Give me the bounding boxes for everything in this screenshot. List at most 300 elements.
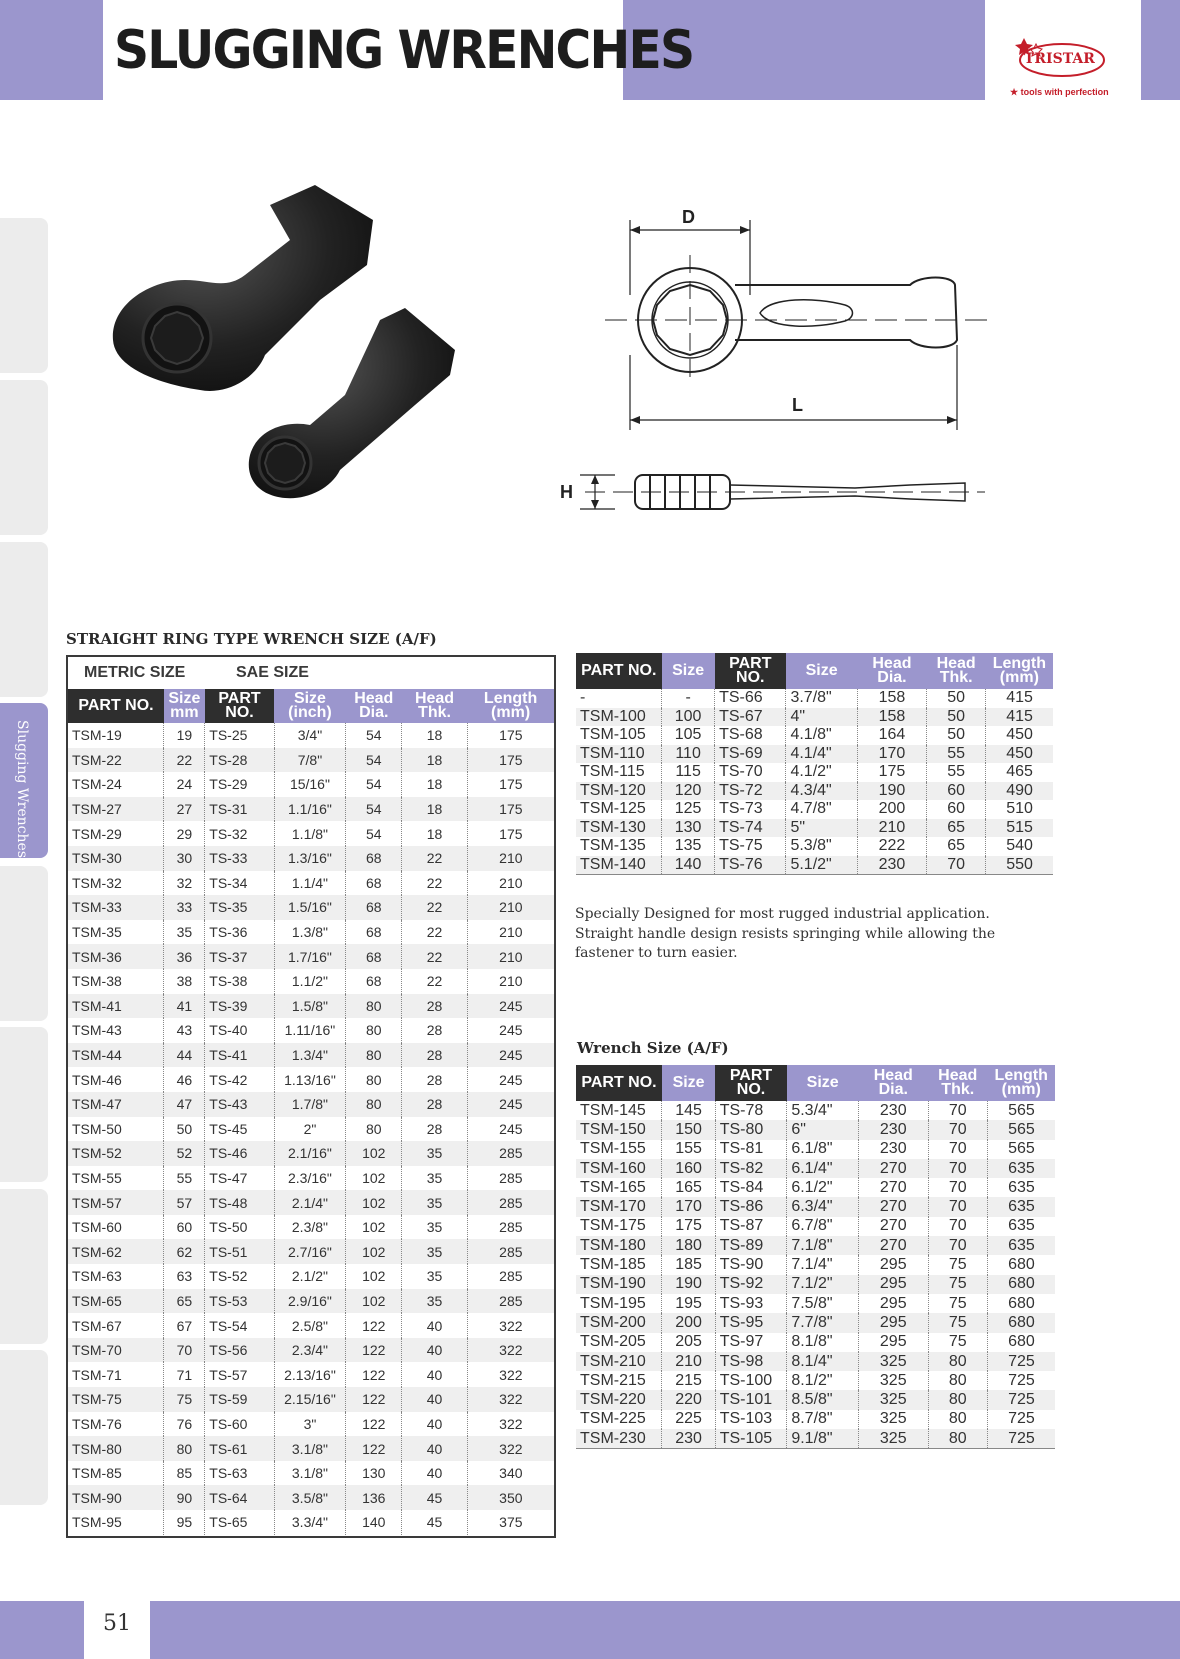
table-cell: TS-74 xyxy=(715,819,786,838)
table-cell: 270 xyxy=(858,1217,928,1236)
table-cell: 285 xyxy=(499,1219,523,1236)
table-cell: 340 xyxy=(499,1465,523,1482)
table-cell: 19 xyxy=(164,723,205,748)
table-cell: 50 xyxy=(927,708,986,727)
column-header: PART NO. xyxy=(715,653,786,689)
table-cell: 325 xyxy=(858,1371,928,1390)
logo-text: TRISTAR xyxy=(1024,51,1095,67)
table-cell: 2.1/16" xyxy=(274,1141,345,1166)
table-cell: TS-25 xyxy=(205,723,274,748)
table-cell: 150 xyxy=(662,1120,715,1139)
footer-band xyxy=(0,1601,1180,1659)
table-cell: TSM-95 xyxy=(68,1510,164,1535)
table-row xyxy=(576,1159,1055,1178)
table-cell: 158 xyxy=(857,689,926,708)
table-cell: 680 xyxy=(1008,1294,1035,1312)
table-cell: TSM-155 xyxy=(576,1140,662,1159)
table-cell: 102 xyxy=(346,1190,402,1215)
table-cell: 230 xyxy=(662,1429,715,1448)
table-cell: TS-84 xyxy=(715,1178,787,1197)
table-cell: 68 xyxy=(346,871,402,896)
table-cell: 9.1/8" xyxy=(787,1429,859,1448)
table-cell: 3.3/4" xyxy=(274,1510,345,1535)
table-cell: 102 xyxy=(346,1239,402,1264)
table-cell: 5.3/4" xyxy=(787,1101,859,1120)
table-cell: 270 xyxy=(858,1197,928,1216)
table-cell: 140 xyxy=(346,1510,402,1535)
table-cell: 270 xyxy=(858,1159,928,1178)
table-row xyxy=(576,1120,1055,1139)
table-cell: 3.1/8" xyxy=(274,1436,345,1461)
table-cell: TS-45 xyxy=(205,1117,274,1142)
table-cell: TSM-52 xyxy=(68,1141,164,1166)
table-cell: 65 xyxy=(927,837,986,856)
table-cell: 60 xyxy=(164,1215,205,1240)
table-cell: 35 xyxy=(402,1264,467,1289)
table-cell: 1.3/16" xyxy=(274,846,345,871)
table-cell: TSM-145 xyxy=(576,1101,662,1120)
table-cell: TS-33 xyxy=(205,846,274,871)
table-cell: 170 xyxy=(857,745,926,764)
table-row xyxy=(68,1043,554,1068)
side-tab[interactable] xyxy=(0,1027,48,1182)
table-cell: 1.7/8" xyxy=(274,1092,345,1117)
table-cell: 22 xyxy=(402,846,467,871)
table-cell: 35 xyxy=(402,1190,467,1215)
table-cell: 350 xyxy=(467,1485,554,1510)
table-row xyxy=(68,797,554,822)
table-row xyxy=(68,871,554,896)
column-header: Size xyxy=(787,1065,859,1101)
table-cell: TSM-30 xyxy=(68,846,164,871)
table-cell: 158 xyxy=(857,708,926,727)
table-cell: TS-89 xyxy=(715,1236,787,1255)
table-cell: 210 xyxy=(467,846,554,871)
table-cell: 68 xyxy=(346,846,402,871)
table-cell: 8.1/2" xyxy=(787,1371,859,1390)
table-cell: 18 xyxy=(402,723,467,748)
table-cell: 50 xyxy=(927,726,986,745)
table-cell: TS-40 xyxy=(205,1018,274,1043)
table-cell: 8.1/8" xyxy=(787,1333,859,1352)
table-row xyxy=(576,1313,1055,1332)
table-cell: 122 xyxy=(346,1362,402,1387)
table-cell: 270 xyxy=(858,1178,928,1197)
table-cell: TS-32 xyxy=(205,821,274,846)
table-cell: 22 xyxy=(402,969,467,994)
table-row xyxy=(68,969,554,994)
table-cell: 225 xyxy=(662,1410,715,1429)
table-row xyxy=(576,689,1053,708)
table-cell: TSM-27 xyxy=(68,797,164,822)
table-cell: 680 xyxy=(1008,1256,1035,1274)
table-cell: 195 xyxy=(662,1294,715,1313)
table-cell: 285 xyxy=(467,1190,554,1215)
table-cell: 2.5/8" xyxy=(274,1313,345,1338)
table-cell: 43 xyxy=(164,1018,205,1043)
table-cell: TS-42 xyxy=(205,1067,274,1092)
extended-size-table-frame xyxy=(576,653,1053,875)
table-cell: TSM-200 xyxy=(576,1313,662,1332)
table-row xyxy=(68,994,554,1019)
table-cell: 60 xyxy=(927,782,986,801)
table-cell: 190 xyxy=(857,782,926,801)
table-cell: 635 xyxy=(1008,1217,1035,1235)
dimension-h-label: H xyxy=(560,482,573,502)
table-cell: 28 xyxy=(402,994,467,1019)
table-cell: 155 xyxy=(662,1140,715,1159)
table-cell: TSM-60 xyxy=(68,1215,164,1240)
table-row xyxy=(576,782,1053,801)
table-cell: 22 xyxy=(402,895,467,920)
table-cell: TSM-100 xyxy=(576,708,662,727)
table-row xyxy=(576,856,1053,875)
table-cell: 46 xyxy=(164,1067,205,1092)
table-cell: 3" xyxy=(274,1412,345,1437)
table-cell: 515 xyxy=(986,819,1053,838)
table-cell: TSM-90 xyxy=(68,1485,164,1510)
table-cell: TS-56 xyxy=(205,1338,274,1363)
table-cell: 680 xyxy=(987,1313,1055,1332)
table-cell: - xyxy=(576,689,662,708)
table-cell: TS-78 xyxy=(715,1101,787,1120)
table-cell: 5.3/8" xyxy=(786,837,857,856)
table-cell: 322 xyxy=(499,1415,523,1432)
table-cell: TS-93 xyxy=(715,1294,787,1313)
table-row xyxy=(576,1410,1055,1429)
table-cell: TSM-32 xyxy=(68,871,164,896)
table-cell: - xyxy=(662,689,715,708)
table-cell: 54 xyxy=(346,821,402,846)
main-table-caption: STRAIGHT RING TYPE WRENCH SIZE (A/F) xyxy=(66,630,437,648)
side-tab[interactable] xyxy=(0,866,48,1021)
table-cell: TS-41 xyxy=(205,1043,274,1068)
table-cell: 135 xyxy=(662,837,715,856)
table-cell: 6" xyxy=(787,1120,859,1139)
table-cell: 54 xyxy=(346,772,402,797)
column-header: PART NO. xyxy=(715,1065,787,1101)
table-cell: 285 xyxy=(499,1169,523,1186)
metric-size-heading: METRIC SIZE xyxy=(84,664,186,681)
table-cell: TS-57 xyxy=(205,1362,274,1387)
table-cell: TS-48 xyxy=(205,1190,274,1215)
side-tab[interactable] xyxy=(0,1350,48,1505)
table-cell: 7.7/8" xyxy=(787,1313,859,1332)
table-cell: 1.13/16" xyxy=(274,1067,345,1092)
table-cell: 80 xyxy=(346,1043,402,1068)
table-cell: 40 xyxy=(402,1461,467,1486)
table-cell: 540 xyxy=(1006,837,1033,855)
table-cell: 170 xyxy=(662,1197,715,1216)
table-cell: 102 xyxy=(346,1289,402,1314)
large-size-table-frame xyxy=(576,1065,1055,1449)
table-cell: TSM-35 xyxy=(68,920,164,945)
table-cell: 7.5/8" xyxy=(787,1294,859,1313)
column-header: PART NO. xyxy=(68,689,164,723)
table-cell: TS-68 xyxy=(715,726,786,745)
table-cell: TS-97 xyxy=(715,1333,787,1352)
column-header: Size xyxy=(662,653,715,689)
table-cell: 245 xyxy=(467,994,554,1019)
table-cell: 725 xyxy=(987,1429,1055,1448)
table-cell: TSM-140 xyxy=(576,856,662,875)
table-cell: 5.1/2" xyxy=(786,856,857,875)
table-cell: 245 xyxy=(467,1092,554,1117)
table-cell: 145 xyxy=(662,1101,715,1120)
table-row xyxy=(68,1461,554,1486)
table-cell: 75 xyxy=(928,1275,987,1294)
column-header: Head Dia. xyxy=(346,689,402,723)
table-cell: TS-46 xyxy=(205,1141,274,1166)
table-row xyxy=(68,1362,554,1387)
table-cell: 210 xyxy=(499,924,523,941)
table-cell: 245 xyxy=(499,1022,523,1039)
table-cell: TSM-210 xyxy=(576,1352,662,1371)
table-cell: 1.1/2" xyxy=(274,969,345,994)
table-cell: 325 xyxy=(858,1390,928,1409)
table-cell: TS-70 xyxy=(715,763,786,782)
table-row xyxy=(576,1140,1055,1159)
table-cell: 102 xyxy=(346,1215,402,1240)
table-cell: 6.1/8" xyxy=(787,1140,859,1159)
table-cell: 45 xyxy=(402,1510,467,1535)
table-cell: 7.1/4" xyxy=(787,1255,859,1274)
table-cell: TS-31 xyxy=(205,797,274,822)
table-cell: 322 xyxy=(467,1338,554,1363)
table-row xyxy=(576,745,1053,764)
table-cell: 65 xyxy=(927,819,986,838)
table-row xyxy=(576,1275,1055,1294)
table-cell: 490 xyxy=(986,782,1053,801)
table-cell: 3/4" xyxy=(274,723,345,748)
table-cell: 4.7/8" xyxy=(786,800,857,819)
table-cell: 2.3/4" xyxy=(274,1338,345,1363)
table-cell: TS-37 xyxy=(205,944,274,969)
table-cell: 200 xyxy=(662,1313,715,1332)
table-cell: TS-67 xyxy=(715,708,786,727)
table-row xyxy=(576,763,1053,782)
table-cell: 22 xyxy=(402,944,467,969)
table-cell: 57 xyxy=(164,1190,205,1215)
column-header: Length (mm) xyxy=(987,1065,1055,1101)
table-cell: 415 xyxy=(986,708,1053,727)
table-cell: TSM-22 xyxy=(68,748,164,773)
table-cell: 1.1/8" xyxy=(274,821,345,846)
table-cell: TSM-215 xyxy=(576,1371,662,1390)
table-cell: 18 xyxy=(402,772,467,797)
table-cell: 285 xyxy=(467,1141,554,1166)
table-cell: TSM-220 xyxy=(576,1390,662,1409)
table-header-row xyxy=(68,689,554,723)
table-cell: 175 xyxy=(499,727,523,744)
table-cell: TSM-29 xyxy=(68,821,164,846)
table-row xyxy=(68,1117,554,1142)
table-row xyxy=(68,1018,554,1043)
table-cell: 210 xyxy=(467,944,554,969)
table-cell: TS-87 xyxy=(715,1217,787,1236)
table-cell: TS-75 xyxy=(715,837,786,856)
table-cell: 90 xyxy=(164,1485,205,1510)
table-row xyxy=(68,1289,554,1314)
table-cell: TSM-33 xyxy=(68,895,164,920)
table-cell: 8.7/8" xyxy=(787,1410,859,1429)
table-cell: TSM-150 xyxy=(576,1120,662,1139)
product-description: Specially Designed for most rugged industrial application. Straight handle design resists springing while allowing the fastener to turn easier. xyxy=(575,906,996,961)
table-cell: 102 xyxy=(346,1264,402,1289)
table-cell: TS-103 xyxy=(715,1410,787,1429)
table-cell: 2.1/2" xyxy=(274,1264,345,1289)
table-cell: 2.3/16" xyxy=(274,1166,345,1191)
column-header: Head Thk. xyxy=(927,653,986,689)
table-cell: 190 xyxy=(662,1275,715,1294)
column-header: Head Thk. xyxy=(402,689,467,723)
table-cell: TSM-190 xyxy=(576,1275,662,1294)
table-cell: 4.1/8" xyxy=(786,726,857,745)
table-cell: 102 xyxy=(346,1166,402,1191)
table-row xyxy=(68,1092,554,1117)
table-cell: 115 xyxy=(662,763,715,782)
table-cell: TSM-24 xyxy=(68,772,164,797)
table-cell: TSM-80 xyxy=(68,1436,164,1461)
table-cell: TSM-165 xyxy=(576,1178,662,1197)
side-tab[interactable] xyxy=(0,542,48,697)
table-cell: 24 xyxy=(164,772,205,797)
table-cell: TS-64 xyxy=(205,1485,274,1510)
table-cell: 50 xyxy=(927,689,986,708)
table-cell: 2" xyxy=(274,1117,345,1142)
table-cell: 80 xyxy=(164,1436,205,1461)
side-tab[interactable] xyxy=(0,1189,48,1344)
table-cell: TS-51 xyxy=(205,1239,274,1264)
table-cell: TS-53 xyxy=(205,1289,274,1314)
table-cell: 165 xyxy=(662,1178,715,1197)
table-cell: 105 xyxy=(662,726,715,745)
table-cell: 35 xyxy=(402,1239,467,1264)
table-cell: 2.9/16" xyxy=(274,1289,345,1314)
table-cell: 175 xyxy=(662,1217,715,1236)
table-cell: 215 xyxy=(662,1371,715,1390)
main-table-frame xyxy=(66,655,556,1538)
table-cell: 41 xyxy=(164,994,205,1019)
table-cell: 7.1/8" xyxy=(787,1236,859,1255)
table-row xyxy=(576,1255,1055,1274)
table-cell: 2.1/4" xyxy=(274,1190,345,1215)
table-cell: 28 xyxy=(402,1067,467,1092)
table-cell: TSM-120 xyxy=(576,782,662,801)
table-cell: 76 xyxy=(164,1412,205,1437)
table-row xyxy=(68,1190,554,1215)
table-cell: 295 xyxy=(858,1333,928,1352)
table-cell: 1.1/4" xyxy=(274,871,345,896)
table-cell: TS-98 xyxy=(715,1352,787,1371)
table-cell: 285 xyxy=(467,1239,554,1264)
table-cell: 635 xyxy=(1008,1178,1035,1196)
table-cell: 7/8" xyxy=(274,748,345,773)
table-row xyxy=(68,920,554,945)
table-cell: 36 xyxy=(164,944,205,969)
table-cell: 222 xyxy=(857,837,926,856)
table-cell: 122 xyxy=(346,1436,402,1461)
table-cell: 22 xyxy=(402,920,467,945)
logo-tagline-text: tools with perfection xyxy=(1020,87,1109,97)
table-cell: 322 xyxy=(467,1387,554,1412)
table-cell: 450 xyxy=(986,745,1053,764)
table-cell: 1.7/16" xyxy=(274,944,345,969)
table-cell: 285 xyxy=(467,1289,554,1314)
table-cell: 28 xyxy=(402,1092,467,1117)
table-row xyxy=(68,1338,554,1363)
table-cell: TSM-55 xyxy=(68,1166,164,1191)
table-cell: 465 xyxy=(1006,763,1033,781)
table-cell: 70 xyxy=(928,1217,987,1236)
table-cell: 325 xyxy=(858,1410,928,1429)
table-cell: 22 xyxy=(164,748,205,773)
table-cell: TS-90 xyxy=(715,1255,787,1274)
large-size-table xyxy=(576,1065,1055,1448)
table-cell: 44 xyxy=(164,1043,205,1068)
table-cell: 565 xyxy=(1008,1101,1035,1119)
table-row xyxy=(576,726,1053,745)
sae-size-heading: SAE SIZE xyxy=(236,664,309,681)
extended-size-table xyxy=(576,653,1053,874)
table-cell: TSM-43 xyxy=(68,1018,164,1043)
table-row xyxy=(68,821,554,846)
column-header: Length (mm) xyxy=(467,689,554,723)
table-cell: 322 xyxy=(467,1436,554,1461)
table-cell: 210 xyxy=(662,1352,715,1371)
table-cell: 2.7/16" xyxy=(274,1239,345,1264)
side-tab[interactable] xyxy=(0,380,48,535)
table-cell: 122 xyxy=(346,1338,402,1363)
table-cell: 164 xyxy=(857,726,926,745)
table-cell: 322 xyxy=(499,1366,523,1383)
table-cell: 18 xyxy=(402,748,467,773)
table-cell: 102 xyxy=(346,1141,402,1166)
table-cell: 680 xyxy=(1008,1333,1035,1351)
table-row xyxy=(576,1352,1055,1371)
column-header: Head Thk. xyxy=(928,1065,987,1101)
table-cell: 3.7/8" xyxy=(786,689,857,708)
table-cell: 295 xyxy=(858,1294,928,1313)
table-row xyxy=(576,1371,1055,1390)
table-row xyxy=(576,837,1053,856)
table-cell: TSM-75 xyxy=(68,1387,164,1412)
table-row xyxy=(576,1197,1055,1216)
table-cell: TSM-65 xyxy=(68,1289,164,1314)
table-cell: TS-92 xyxy=(715,1275,787,1294)
table-cell: 55 xyxy=(927,763,986,782)
table-row xyxy=(68,1436,554,1461)
table-cell: TS-86 xyxy=(715,1197,787,1216)
table-cell: 635 xyxy=(987,1236,1055,1255)
table-cell: TS-50 xyxy=(205,1215,274,1240)
table-cell: 3.5/8" xyxy=(274,1485,345,1510)
table-row xyxy=(68,1239,554,1264)
dimension-l-label: L xyxy=(792,395,803,415)
table-cell: TS-39 xyxy=(205,994,274,1019)
table-cell: 200 xyxy=(857,800,926,819)
table-cell: 4.1/4" xyxy=(786,745,857,764)
table-cell: 230 xyxy=(858,1101,928,1120)
table-cell: 55 xyxy=(164,1166,205,1191)
side-tab[interactable] xyxy=(0,218,48,373)
column-header: Size xyxy=(786,653,857,689)
table-cell: 70 xyxy=(928,1101,987,1120)
table-cell: TS-72 xyxy=(715,782,786,801)
table-cell: TSM-125 xyxy=(576,800,662,819)
table-cell: TS-60 xyxy=(205,1412,274,1437)
table-cell: 6.7/8" xyxy=(787,1217,859,1236)
